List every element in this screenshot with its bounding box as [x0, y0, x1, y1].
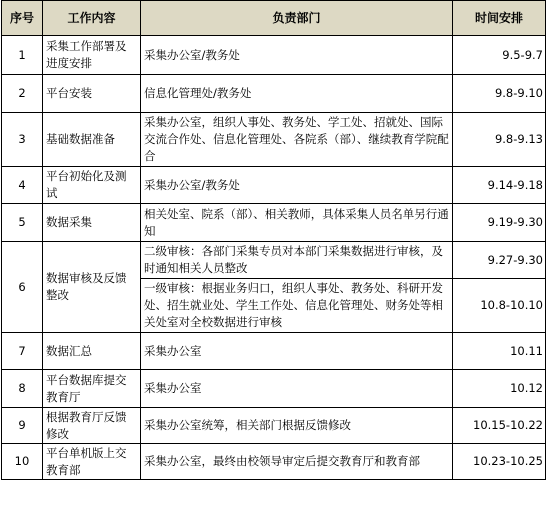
row-id: 10: [2, 444, 43, 480]
row-dept: 采集办公室/教务处: [141, 167, 453, 204]
row-id: 8: [2, 370, 43, 408]
row-time: 9.19-9.30: [453, 204, 546, 242]
row-id: 4: [2, 167, 43, 204]
table-row: [2, 242, 546, 279]
row-time: 9.5-9.7: [453, 36, 546, 75]
header-dept: 负责部门: [141, 1, 453, 36]
row-id: 2: [2, 75, 43, 113]
row-time: 10.11: [453, 333, 546, 370]
row-dept: 采集办公室，最终由校领导审定后提交教育厅和教育部: [141, 444, 453, 480]
row-id: 5: [2, 204, 43, 242]
row-time: 10.23-10.25: [453, 444, 546, 480]
table-row: [2, 333, 546, 370]
table-row: [2, 36, 546, 75]
row-dept: 采集办公室，组织人事处、教务处、学工处、招就处、国际交流合作处、信息化管理处、各院系（部）、继续教育学院配合: [141, 113, 453, 167]
header-id: 序号: [2, 1, 43, 36]
row-dept: 一级审核：根据业务归口，组织人事处、教务处、科研开发处、招生就业处、学生工作处、信息化管理处、财务处等相关处室对全校数据进行审核: [141, 279, 453, 333]
row-time: 10.8-10.10: [453, 279, 546, 333]
table-row: [2, 167, 546, 204]
table-row: [2, 408, 546, 444]
row-id: 7: [2, 333, 43, 370]
row-time: 9.8-9.10: [453, 75, 546, 113]
row-time: 10.15-10.22: [453, 408, 546, 444]
row-id: 1: [2, 36, 43, 75]
schedule-table: [1, 0, 546, 480]
row-content: 平台单机版上交教育部: [43, 444, 141, 480]
table-row: [2, 75, 546, 113]
row-id: 9: [2, 408, 43, 444]
row-dept: 相关处室、院系（部）、相关教师，具体采集人员名单另行通知: [141, 204, 453, 242]
table-row: [2, 370, 546, 408]
row-time: 9.14-9.18: [453, 167, 546, 204]
row-dept: 采集办公室: [141, 333, 453, 370]
row-content: 平台初始化及测试: [43, 167, 141, 204]
row-time: 9.8-9.13: [453, 113, 546, 167]
row-id: 6: [2, 242, 43, 333]
table-row: [2, 204, 546, 242]
row-dept: 采集办公室/教务处: [141, 36, 453, 75]
row-content: 根据教育厅反馈修改: [43, 408, 141, 444]
header-time: 时间安排: [453, 1, 546, 36]
table-row: [2, 444, 546, 480]
row-content: 平台安装: [43, 75, 141, 113]
row-dept: 二级审核：各部门采集专员对本部门采集数据进行审核，及时通知相关人员整改: [141, 242, 453, 279]
row-dept: 采集办公室统筹，相关部门根据反馈修改: [141, 408, 453, 444]
row-time: 9.27-9.30: [453, 242, 546, 279]
row-content: 数据汇总: [43, 333, 141, 370]
table-row: [2, 113, 546, 167]
row-content: 平台数据库提交教育厅: [43, 370, 141, 408]
row-content: 数据采集: [43, 204, 141, 242]
row-content: 采集工作部署及进度安排: [43, 36, 141, 75]
header-content: 工作内容: [43, 1, 141, 36]
row-dept: 采集办公室: [141, 370, 453, 408]
row-dept: 信息化管理处/教务处: [141, 75, 453, 113]
header-row: [2, 1, 546, 36]
row-id: 3: [2, 113, 43, 167]
row-time: 10.12: [453, 370, 546, 408]
row-content: 数据审核及反馈整改: [43, 242, 141, 333]
row-content: 基础数据准备: [43, 113, 141, 167]
